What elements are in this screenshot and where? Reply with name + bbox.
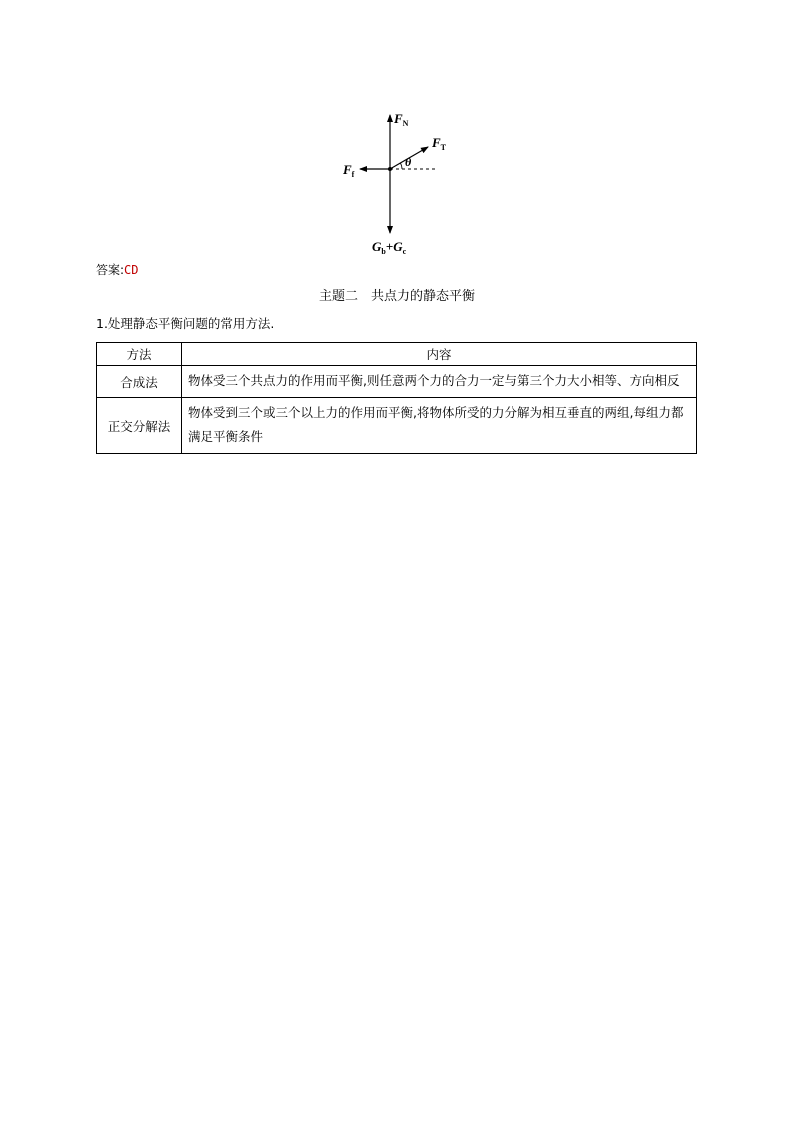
header-method: 方法 — [97, 343, 182, 366]
table-row — [97, 398, 697, 454]
origin-point — [388, 167, 392, 171]
tension-force-label: $F_T$ — [432, 135, 447, 152]
method-cell: 合成法 — [97, 366, 182, 398]
table-row — [97, 366, 697, 398]
weight-force-label: $G_b+G_c$ — [372, 239, 407, 256]
answer-line — [96, 262, 139, 278]
table-header-row — [97, 343, 697, 366]
section-title: 主题二 共点力的静态平衡 — [318, 289, 475, 304]
answer-label: 答案: — [96, 263, 125, 277]
angle-label: θ — [405, 155, 412, 169]
header-content: 内容 — [182, 343, 697, 366]
force-diagram — [330, 105, 470, 260]
angle-arc — [400, 163, 402, 169]
methods-table — [96, 342, 697, 454]
content-cell: 物体受到三个或三个以上力的作用而平衡,将物体所受的力分解为相互垂直的两组,每组力都满足平衡条件 — [182, 398, 697, 454]
item-heading: 1.处理静态平衡问题的常用方法. — [96, 316, 275, 331]
friction-force-label: $F_f$ — [343, 162, 355, 179]
content-cell: 物体受三个共点力的作用而平衡,则任意两个力的合力一定与第三个力大小相等、方向相反 — [182, 366, 697, 398]
answer-value: CD — [124, 263, 139, 277]
normal-force-label: $F_N$ — [394, 111, 409, 128]
method-cell: 正交分解法 — [97, 398, 182, 454]
